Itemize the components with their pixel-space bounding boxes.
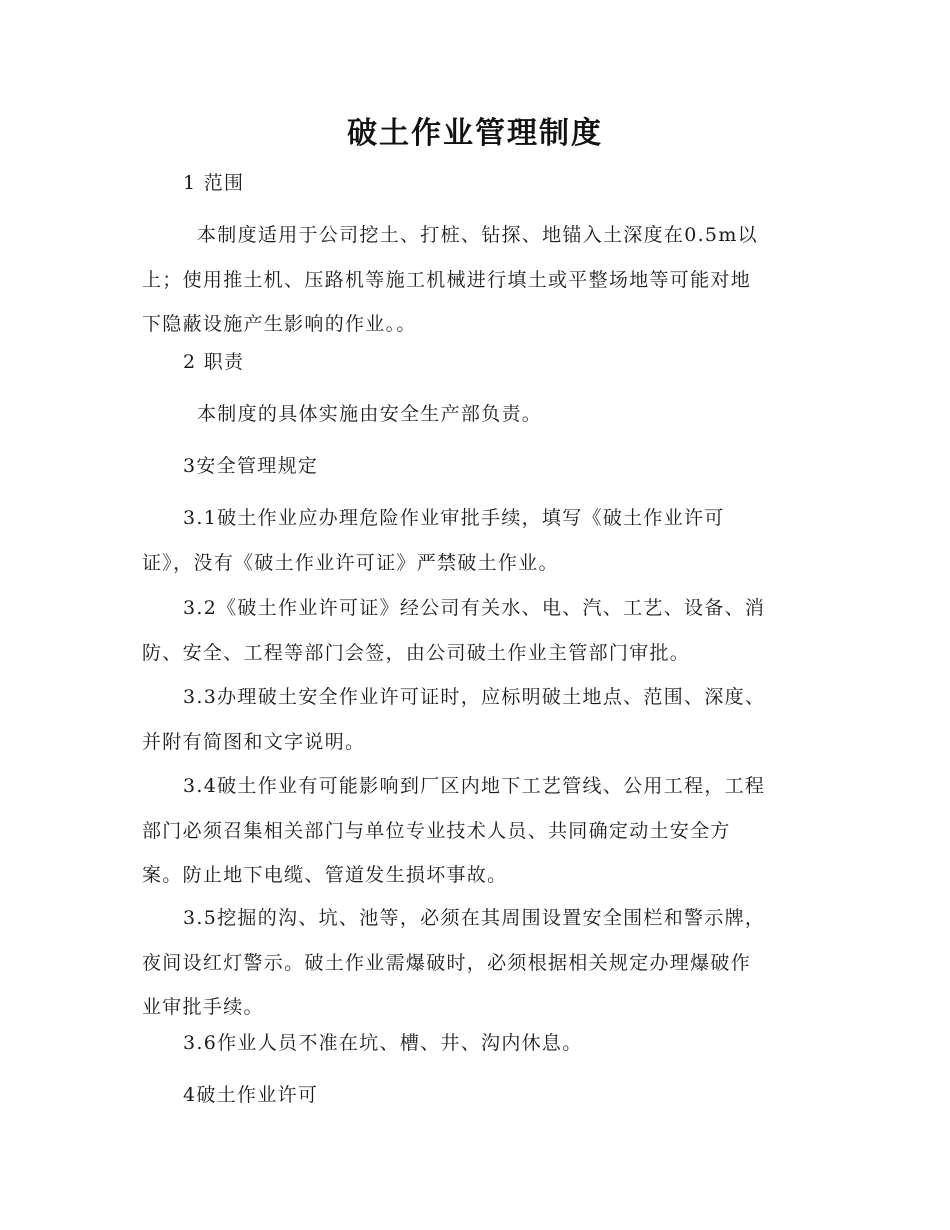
- paragraph-line: 3.2《破土作业许可证》经公司有关水、电、汽、工艺、设备、消: [183, 597, 766, 619]
- paragraph-line: 本制度的具体实施由安全生产部负责。: [197, 403, 543, 425]
- paragraph-line: 上；使用推土机、压路机等施工机械进行填土或平整场地等可能对地: [142, 268, 752, 291]
- paragraph-line: 防、安全、工程等部门会签，由公司破土作业主管部门审批。: [142, 641, 691, 664]
- paragraph-line: 业审批手续。: [142, 996, 264, 1018]
- paragraph-line: 证》，没有《破土作业许可证》严禁破土作业。: [142, 551, 559, 574]
- paragraph-3-6: [142, 1021, 822, 1066]
- paragraph-3-5: [142, 896, 822, 1030]
- paragraph-line: 案。防止地下电缆、管道发生损坏事故。: [142, 864, 508, 886]
- paragraph-line: 3.5挖掘的沟、坑、池等，必须在其周围设置安全围栏和警示牌，: [183, 907, 766, 929]
- paragraph-3-2: [142, 586, 822, 675]
- paragraph-line: 并附有简图和文字说明。: [142, 730, 366, 753]
- paragraph-line: 夜间设红灯警示。破土作业需爆破时，必须根据相关规定办理爆破作: [142, 951, 752, 974]
- paragraph-3-4: [142, 764, 822, 898]
- paragraph-scope: [142, 213, 822, 347]
- paragraph-line: 下隐蔽设施产生影响的作业。。: [142, 313, 417, 335]
- section-heading-safety: 3安全管理规定: [183, 455, 319, 477]
- paragraph-line: 3.1破土作业应办理危险作业审批手续，填写《破土作业许可: [183, 507, 725, 529]
- paragraph-line: 部门必须召集相关部门与单位专业技术人员、共同确定动土安全方: [142, 819, 731, 842]
- paragraph-3-1: [142, 496, 822, 585]
- paragraph-line: 3.6作业人员不准在坑、槽、井、沟内休息。: [183, 1032, 583, 1054]
- paragraph-line: 本制度适用于公司挖土、打桩、钻探、地锚入土深度在0.5m以: [197, 224, 758, 246]
- paragraph-3-3: [142, 675, 822, 764]
- paragraph-line: 3.3办理破土安全作业许可证时，应标明破土地点、范围、深度、: [183, 686, 766, 708]
- section-heading-scope: 1 范围: [183, 172, 245, 194]
- paragraph-line: 3.4破土作业有可能影响到厂区内地下工艺管线、公用工程，工程: [183, 775, 766, 797]
- section-heading-duty: 2 职责: [183, 351, 245, 373]
- section-heading-permit: 4破土作业许可: [183, 1084, 319, 1106]
- paragraph-duty: [142, 392, 822, 437]
- document-title: 破土作业管理制度: [347, 116, 603, 151]
